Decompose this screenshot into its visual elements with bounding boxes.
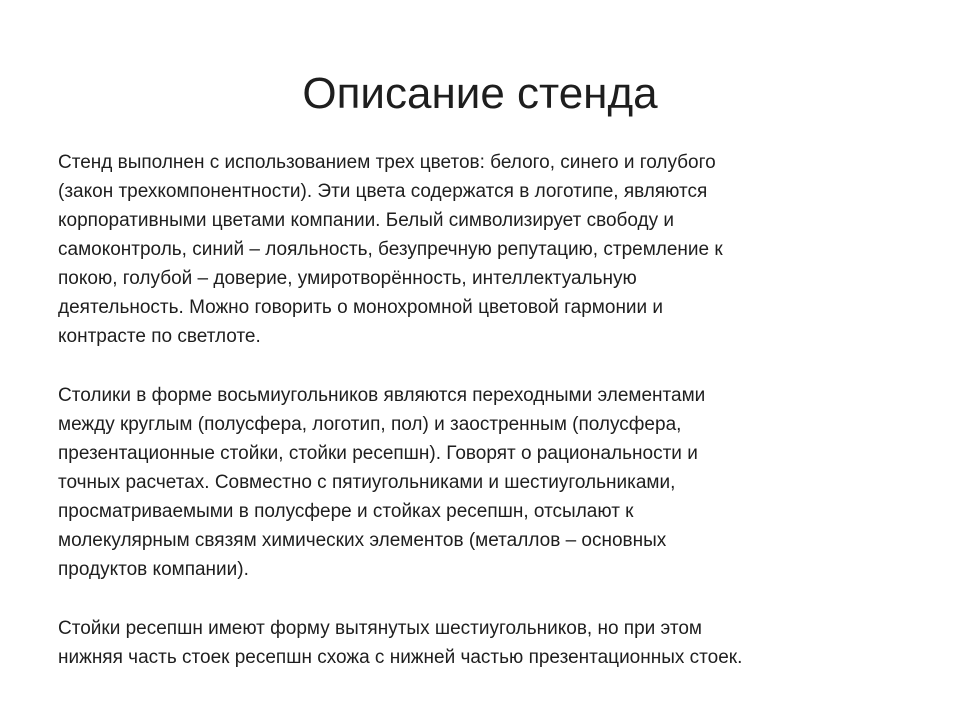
- slide-title: Описание стенда: [302, 69, 658, 118]
- paragraph-octagon-tables: Столики в форме восьмиугольников являются переходными элементами между круглым (полусфера, логотип, пол) и заостренным (полусфера, презентационные стойки, стойки ресепшн). Говорят о рациональности и точных расчетах. Совместно с пятиугольниками и шестиугольниками, просматриваемыми в полусфере и стойках ресепшн, отсылают к молекулярным связям химических элементов (металлов – основных продуктов компании).: [58, 385, 706, 580]
- paragraph-reception-desks: Стойки ресепшн имеют форму вытянутых шестиугольников, но при этом нижняя часть стоек ресепшн схожа с нижней частью презентационных стоек.: [58, 618, 743, 668]
- paragraph-stand-colors: Стенд выполнен с использованием трех цветов: белого, синего и голубого (закон трехкомпонентности). Эти цвета содержатся в логотипе, являются корпоративными цветами компании. Белый символизирует свободу и самоконтроль, синий – лояльность, безупречную репутацию, стремление к покою, голубой – доверие, умиротворённость, интеллектуальную деятельность. Можно говорить о монохромной цветовой гармонии и контрасте по светлоте.: [58, 152, 723, 347]
- slide-body: [58, 148, 903, 702]
